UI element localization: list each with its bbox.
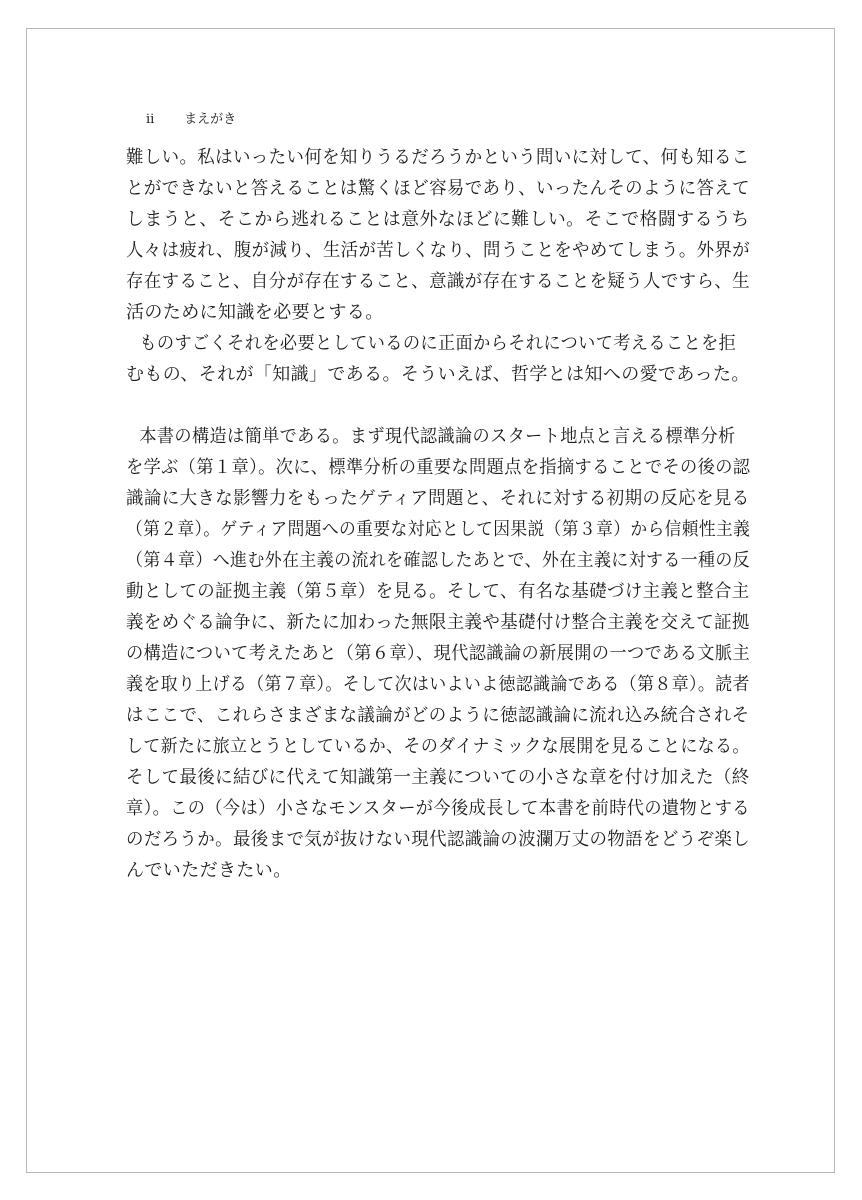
text-line: むもの、それが「知識」である。そういえば、哲学とは知への愛であった。 — [126, 364, 750, 385]
text-line: の構造について考えたあと（第６章）、現代認識論の新展開の一つである文脈主 — [126, 643, 751, 664]
text-line: 義を取り上げる（第７章）。そして次はいよいよ徳認識論である（第８章）。読者 — [126, 674, 750, 695]
text-line: 識論に大きな影響力をもったゲティア問題と、それに対する初期の反応を見る — [126, 488, 750, 509]
text-line: （第４章）へ進む外在主義の流れを確認したあとで、外在主義に対する一種の反 — [126, 550, 751, 571]
text-line: のだろうか。最後まで気が抜けない現代認識論の波瀾万丈の物語をどうぞ楽し — [126, 829, 750, 850]
text-line: を学ぶ（第１章）。次に、標準分析の重要な問題点を指摘することでその後の認 — [126, 457, 751, 478]
text-line: 活のために知識を必要とする。 — [126, 302, 384, 323]
text-line: ものすごくそれを必要としているのに正面からそれについて考えることを拒 — [139, 333, 737, 354]
text-line: して新たに旅立とうとしているか、そのダイナミックな展開を見ることになる。 — [126, 736, 750, 757]
text-line: しまうと、そこから逃れることは意外なほどに難しい。そこで格闘するうち — [126, 209, 750, 230]
running-header — [146, 112, 236, 128]
paragraph-2 — [126, 328, 750, 390]
text-line: 義をめぐる論争に、新たに加わった無限主義や基礎付け整合主義を交えて証拠 — [126, 612, 750, 633]
text-line: 章）。この（今は）小さなモンスターが今後成長して本書を前時代の遺物とする — [126, 798, 750, 819]
text-line: 動としての証拠主義（第５章）を見る。そして、有名な基礎づけ主義と整合主 — [126, 581, 750, 602]
text-line: んでいただきたい。 — [126, 860, 292, 881]
text-line: 存在すること、自分が存在すること、意識が存在することを疑う人ですら、生 — [126, 271, 750, 292]
text-line: そして最後に結びに代えて知識第一主義についての小さな章を付け加えた（終 — [126, 767, 750, 788]
text-line: 人々は疲れ、腹が減り、生活が苦しくなり、問うことをやめてしまう。外界が — [126, 240, 751, 261]
paragraph-spacer — [126, 390, 746, 421]
page-number: ii — [146, 112, 155, 127]
text-line: はここで、これらさまざまな議論がどのように徳認識論に流れ込み統合されそ — [126, 705, 750, 726]
text-line: 本書の構造は簡単である。まず現代認識論のスタート地点と言える標準分析 — [139, 426, 736, 447]
paragraph-1 — [126, 142, 751, 328]
section-title: まえがき — [184, 112, 237, 127]
text-line: （第２章）。ゲティア問題への重要な対応として因果説（第３章）から信頼性主義 — [126, 519, 751, 540]
paragraph-3 — [126, 421, 751, 886]
text-line: とができないと答えることは驚くほど容易であり、いったんそのように答えて — [126, 178, 750, 199]
body-text — [126, 142, 751, 886]
text-line: 難しい。私はいったい何を知りうるだろうかという問いに対して、何も知るこ — [126, 147, 750, 168]
